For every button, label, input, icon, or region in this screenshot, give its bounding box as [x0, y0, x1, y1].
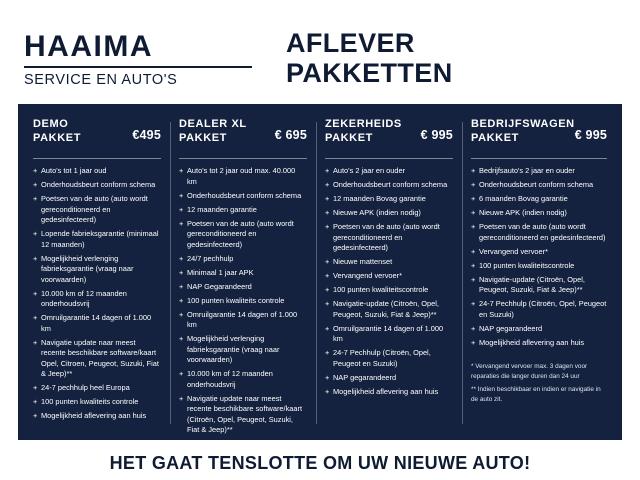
feature-item: + 100 punten kwaliteitscontrole	[471, 261, 607, 272]
footer-tagline: HET GAAT TENSLOTTE OM UW NIEUWE AUTO!	[109, 452, 531, 473]
feature-item: + Onderhoudsbeurt conform schema	[179, 191, 307, 202]
feature-item: + 12 maanden Bovag garantie	[325, 194, 453, 205]
package-title	[471, 118, 575, 146]
feature-item: + 24-7 pechhulp heel Europa	[33, 383, 161, 394]
package-divider	[33, 158, 161, 159]
brand-block	[24, 26, 274, 88]
package-column-bedrijfswagen	[462, 118, 616, 430]
feature-item: + Mogelijkheid aflevering aan huis	[33, 411, 161, 422]
feature-list	[179, 166, 307, 450]
package-title	[179, 118, 247, 146]
package-price: € 695	[274, 128, 307, 142]
feature-item: + Omruilgarantie 14 dagen of 1.000 km	[179, 310, 307, 331]
feature-item: + Onderhoudsbeurt conform schema	[33, 180, 161, 191]
feature-item: + 100 punten kwaliteitscontrole	[325, 285, 453, 296]
feature-item: + Mogelijkheid aflevering aan huis	[325, 387, 453, 398]
feature-item: + Lopende fabrieksgarantie (minimaal 12 maanden)	[33, 229, 161, 250]
feature-item: + 10.000 km of 12 maanden onderhoudsvrij	[179, 369, 307, 390]
feature-item: + 100 punten kwaliteits controle	[33, 397, 161, 408]
package-header	[325, 118, 453, 152]
feature-list	[325, 166, 453, 397]
feature-item: + Navigatie update naar meest recente beschikbare software/kaart (Citroën, Opel, Peugeot, Suzuki, Fiat & Jeep)**	[179, 394, 307, 436]
package-title-line-2: PAKKET	[178, 131, 227, 144]
package-title-line-2: PAKKET	[470, 131, 519, 144]
feature-item: + Nieuwe APK (indien nodig)	[471, 208, 607, 219]
feature-item: + Auto's tot 2 jaar oud max. 40.000 km	[179, 166, 307, 187]
feature-item: + Vervangend vervoer*	[325, 271, 453, 282]
page-title-line-2: PAKKETTEN	[286, 58, 453, 89]
footnote-item: * Vervangend vervoer max. 3 dagen voor reparaties die langer duren dan 24 uur	[470, 363, 588, 380]
package-title-line-1: ZEKERHEIDS	[324, 118, 402, 130]
feature-item: + 24/7 pechhulp	[179, 254, 307, 265]
feature-item: + Poetsen van de auto (auto wordt gereconditioneerd en gedesinfecteerd)	[179, 219, 307, 251]
feature-item: + Poetsen van de auto (auto wordt gereconditioneerd en gedesinfecteerd)	[33, 194, 161, 226]
package-column-dealer-xl	[170, 118, 316, 449]
feature-item: + Omruilgarantie 14 dagen of 1.000 km	[325, 324, 453, 345]
package-divider	[325, 158, 453, 159]
package-divider	[471, 158, 607, 159]
footnote-item: ** Indien beschikbaar en indien er navigatie in de auto zit.	[470, 386, 601, 404]
feature-item: + Mogelijkheid verlenging fabrieksgarantie (vraag naar voorwaarden)	[179, 334, 307, 366]
package-title-line-1: DEALER XL	[178, 118, 247, 130]
feature-item: + 24-7 Pechhulp (Citroën, Opel, Peugeot en Suzuki)	[325, 348, 453, 369]
package-price: € 995	[574, 128, 607, 142]
package-price: € 995	[420, 128, 453, 142]
feature-item: + Bedrijfsauto's 2 jaar en ouder	[471, 166, 607, 177]
feature-item: + Omruilgarantie 14 dagen of 1.000 km	[33, 313, 161, 334]
package-divider	[179, 158, 307, 159]
feature-item: + Vervangend vervoer*	[471, 247, 607, 258]
feature-item: + NAP gegarandeerd	[325, 373, 453, 384]
feature-item: + 10.000 km of 12 maanden onderhoudsvrij	[33, 289, 161, 310]
feature-item: + Navigatie update naar meest recente beschikbare software/kaart Opel, Citroen, Peugeot, Suzuki, Fiat & Jeep)**	[33, 338, 161, 380]
feature-list	[33, 166, 161, 422]
package-title-line-2: PAKKET	[33, 131, 82, 144]
package-price: €495	[132, 128, 161, 142]
package-column-zekerheids	[316, 118, 462, 430]
feature-item: + Poetsen van de auto (auto wordt gereconditioneerd en gedesinfecteerd)	[471, 222, 607, 243]
feature-item: + Navigatie-update (Citroën, Opel, Peugeot, Suzuki, Fiat & Jeep)**	[325, 299, 453, 320]
package-title	[325, 118, 402, 146]
feature-item: + Nieuwe mattenset	[325, 257, 453, 268]
package-column-demo	[24, 118, 170, 430]
package-header	[33, 118, 161, 152]
feature-item: + Auto's tot 1 jaar oud	[33, 166, 161, 177]
package-title-line-2: PAKKET	[324, 131, 373, 144]
feature-item: + Nieuwe APK (indien nodig)	[325, 208, 453, 219]
feature-item: + NAP Gegarandeerd	[179, 282, 307, 293]
package-title-line-1: BEDRIJFSWAGEN	[470, 118, 575, 130]
feature-list	[471, 166, 607, 348]
package-header	[179, 118, 307, 152]
page-title	[274, 26, 453, 88]
footer	[0, 440, 640, 480]
footnotes	[471, 362, 607, 404]
page-title-line-1: AFLEVER	[286, 28, 415, 58]
brand-subtitle: SERVICE EN AUTO'S	[24, 72, 178, 88]
feature-item: + 100 punten kwaliteits controle	[179, 296, 307, 307]
brand-name: HAAIMA	[24, 30, 153, 63]
feature-item: + Poetsen van de auto (auto wordt gereconditioneerd en gedesinfecteerd)	[325, 222, 453, 254]
packages-panel	[18, 104, 622, 449]
feature-item: + Onderhoudsbeurt conform schema	[471, 180, 607, 191]
feature-item: + 12 maanden garantie	[179, 205, 307, 216]
feature-item: + Mogelijkheid aflevering aan huis	[471, 338, 607, 349]
package-header	[471, 118, 607, 152]
brand-divider	[24, 66, 252, 68]
feature-item: + Navigatie-update (Citroën, Opel, Peugeot, Suzuki, Fiat & Jeep)**	[471, 275, 607, 296]
package-title	[33, 118, 81, 146]
feature-item: + Mogelijkheid verlenging fabrieksgarantie (vraag naar voorwaarden)	[33, 254, 161, 286]
feature-item: + Mogelijkheid aflevering aan huis	[179, 439, 307, 450]
feature-item: + Auto's 2 jaar en ouder	[325, 166, 453, 177]
feature-item: + Onderhoudsbeurt conform schema	[325, 180, 453, 191]
feature-item: + NAP gegarandeerd	[471, 324, 607, 335]
feature-item: + Minimaal 1 jaar APK	[179, 268, 307, 279]
header	[0, 0, 640, 104]
feature-item: + 6 maanden Bovag garantie	[471, 194, 607, 205]
feature-item: + 24-7 Pechhulp (Citroën, Opel, Peugeot en Suzuki)	[471, 299, 607, 320]
package-title-line-1: DEMO	[33, 118, 69, 130]
